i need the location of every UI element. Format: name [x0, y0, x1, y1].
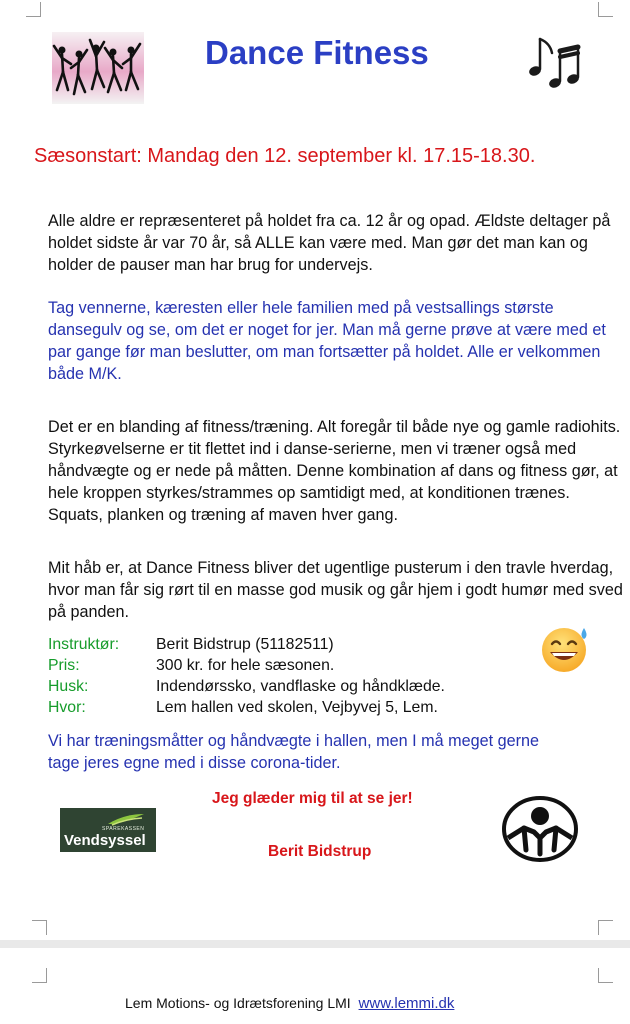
- info-label: Husk:: [48, 678, 89, 695]
- footer-link[interactable]: www.lemmi.dk: [358, 995, 455, 1012]
- footer: [125, 995, 454, 1012]
- sweat-smile-emoji-icon: [540, 622, 592, 674]
- signature: Berit Bidstrup: [268, 843, 372, 860]
- info-value: 300 kr. for hele sæsonen.: [156, 657, 335, 674]
- info-value: Indendørssko, vandflaske og håndklæde.: [156, 678, 445, 695]
- sparekassen-vendsyssel-logo: [60, 808, 156, 852]
- paragraph-invite: Tag vennerne, kæresten eller hele familien med på vestsallings største dansegulv og se, om det er noget for jer. Man må gerne prøve at være med et par gange før man beslutter, om man fortsætter på holdet. Alle er velkommen både M/K.: [48, 299, 606, 383]
- dancers-silhouette-icon: [52, 32, 144, 104]
- info-label: Pris:: [48, 657, 80, 674]
- footer-page: [0, 948, 630, 1024]
- season-start: Sæsonstart: Mandag den 12. september kl. 17.15-18.30.: [34, 145, 536, 167]
- info-label: Hvor:: [48, 699, 86, 716]
- crop-mark-bottom-right: [598, 920, 613, 935]
- page-title: Dance Fitness: [205, 34, 429, 71]
- paragraph-hope: Mit håb er, at Dance Fitness bliver det ugentlige pusterum i den travle hverdag, hvor man får sig rørt til en masse god musik og går hjem i godt humør med sved på panden.: [48, 559, 623, 621]
- crop-mark-footer-left: [32, 968, 47, 983]
- crop-mark-top-right: [598, 2, 613, 17]
- closing-greeting: Jeg glæder mig til at se jer!: [212, 790, 413, 807]
- leaf-icon: [106, 812, 146, 826]
- paragraph-ages: Alle aldre er repræsenteret på holdet fra ca. 12 år og opad. Ældste deltager på holdet sidste år var 70 år, så ALLE kan være med. Man gør det man kan og holder de pauser man har brug for undervejs.: [48, 212, 611, 274]
- lmi-logo-icon: [500, 794, 580, 864]
- sponsor-name: Vendsyssel: [64, 832, 146, 849]
- footer-org: Lem Motions- og Idrætsforening LMI: [125, 995, 351, 1011]
- paragraph-content: Det er en blanding af fitness/træning. Alt foregår til både nye og gamle radiohits. Styrkeøvelserne er tit flettet ind i danse-serierne, men vi træner også med håndvægte og er nede på måtten. Denne kombination af dans og fitness gør, at hele kroppen styrkes/strammes op samtidigt med, at konditionen trænes. Squats, planken og træning af maven hver gang.: [48, 418, 621, 524]
- music-notes-icon: [526, 33, 586, 93]
- crop-mark-top-left: [26, 2, 41, 17]
- paragraph-equipment: Vi har træningsmåtter og håndvægte i hallen, men I må meget gerne tage jeres egne med i disse corona-tider.: [48, 732, 539, 772]
- sponsor-small-text: SPAREKASSEN: [102, 826, 145, 832]
- info-value: Lem hallen ved skolen, Vejbyvej 5, Lem.: [156, 699, 438, 716]
- crop-mark-footer-right: [598, 968, 613, 983]
- crop-mark-bottom-left: [32, 920, 47, 935]
- info-label: Instruktør:: [48, 636, 120, 653]
- info-value: Berit Bidstrup (51182511): [156, 636, 334, 653]
